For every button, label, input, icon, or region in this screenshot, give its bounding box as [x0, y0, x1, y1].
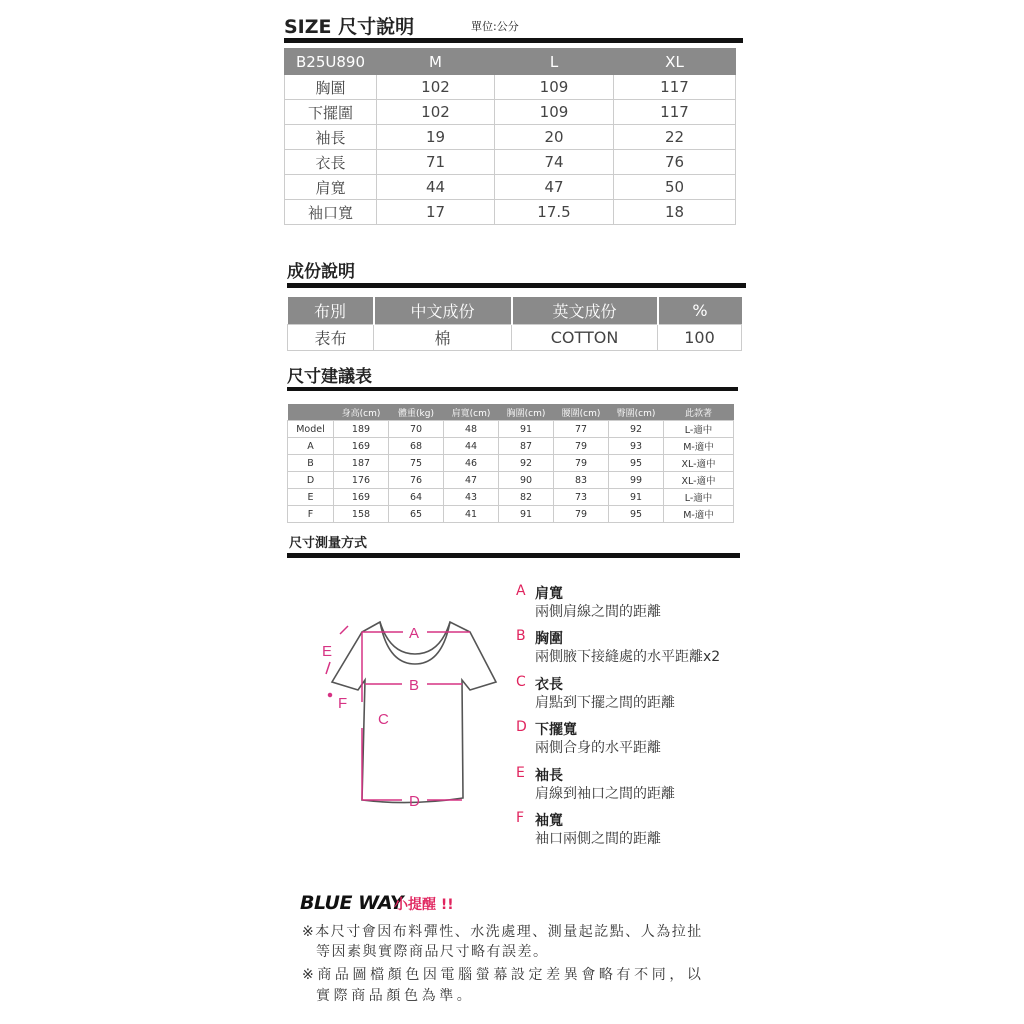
size-table-header-cell: M — [377, 49, 495, 75]
diagram-label-b: B — [409, 677, 420, 694]
notice-line-1a: ※本尺寸會因布料彈性、水洗處理、測量起訖點、人為拉扯 — [302, 924, 703, 940]
size-title: SIZE 尺寸說明 — [284, 16, 415, 38]
suggest-table-cell: 77 — [554, 421, 609, 438]
notice-line-1b: 等因素與實際商品尺寸略有誤差。 — [316, 944, 549, 960]
suggest-table-row — [288, 472, 734, 489]
suggest-table-row — [288, 506, 734, 523]
size-divider — [284, 38, 743, 43]
composition-table-cell: 棉 — [374, 325, 512, 351]
suggest-table-cell: 95 — [609, 455, 664, 472]
legend-letter: E — [516, 764, 525, 781]
suggest-table-cell: 75 — [389, 455, 444, 472]
suggest-table-cell: 68 — [389, 438, 444, 455]
suggest-table-header-cell: 身高(cm) — [334, 404, 389, 421]
suggest-table-cell: 70 — [389, 421, 444, 438]
size-table-row — [285, 75, 736, 100]
size-table-cell: 50 — [614, 175, 736, 200]
suggest-table-header-cell: 肩寬(cm) — [444, 404, 499, 421]
size-table-row — [285, 175, 736, 200]
size-table-cell: 19 — [377, 125, 495, 150]
suggest-table-cell: D — [288, 472, 334, 489]
suggest-table-cell: Model — [288, 421, 334, 438]
legend-name: 衣長 — [535, 676, 563, 693]
size-table — [284, 48, 736, 225]
suggest-table-cell: 90 — [499, 472, 554, 489]
diagram-label-e: E — [322, 643, 333, 660]
suggest-table — [287, 404, 734, 523]
suggest-table-cell: 93 — [609, 438, 664, 455]
size-table-header-cell: XL — [614, 49, 736, 75]
legend-name: 袖長 — [535, 767, 563, 784]
diagram-label-d: D — [409, 793, 420, 810]
suggest-table-cell: 79 — [554, 455, 609, 472]
suggest-table-header-cell: 臀圍(cm) — [609, 404, 664, 421]
suggest-table-cell: 87 — [499, 438, 554, 455]
suggest-table-cell: 99 — [609, 472, 664, 489]
suggest-table-header-cell: 腰圍(cm) — [554, 404, 609, 421]
suggest-table-cell: 65 — [389, 506, 444, 523]
size-table-cell: 102 — [377, 75, 495, 100]
legend-desc: 肩點到下擺之間的距離 — [535, 694, 675, 711]
suggest-table-cell: 92 — [499, 455, 554, 472]
suggest-table-cell: M-適中 — [664, 438, 734, 455]
suggest-table-header-cell: 體重(kg) — [389, 404, 444, 421]
size-table-row — [285, 125, 736, 150]
composition-table-row — [288, 325, 742, 351]
size-table-cell: 17 — [377, 200, 495, 225]
suggest-table-cell: 46 — [444, 455, 499, 472]
measure-divider — [287, 553, 740, 558]
legend-name: 肩寬 — [535, 586, 563, 602]
suggest-table-cell: 91 — [499, 421, 554, 438]
legend-letter: B — [516, 628, 526, 645]
size-table-cell: 17.5 — [495, 200, 614, 225]
legend-letter: F — [516, 810, 525, 826]
suggest-table-cell: 64 — [389, 489, 444, 506]
size-table-cell: 22 — [614, 125, 736, 150]
suggest-table-cell: 47 — [444, 472, 499, 489]
suggest-table-row — [288, 421, 734, 438]
legend-name: 胸圍 — [535, 631, 563, 648]
composition-table-cell: COTTON — [512, 325, 658, 351]
suggest-table-cell: 187 — [334, 455, 389, 472]
size-table-header-cell: B25U890 — [285, 49, 377, 75]
composition-table-header-cell: % — [658, 297, 742, 325]
size-table-cell: 44 — [377, 175, 495, 200]
suggest-table-cell: 73 — [554, 489, 609, 506]
suggest-table-header-cell: 胸圍(cm) — [499, 404, 554, 421]
legend-desc: 肩線到袖口之間的距離 — [535, 785, 675, 802]
suggest-table-cell: 79 — [554, 506, 609, 523]
tshirt-diagram — [310, 610, 510, 810]
suggest-table-row — [288, 455, 734, 472]
diagram-label-f: F — [338, 695, 348, 712]
size-table-row — [285, 100, 736, 125]
size-table-cell: 109 — [495, 75, 614, 100]
suggest-table-row — [288, 438, 734, 455]
suggest-table-cell: F — [288, 506, 334, 523]
legend-name: 下擺寬 — [535, 722, 577, 739]
size-table-cell: 胸圍 — [285, 75, 377, 100]
composition-table-cell: 表布 — [288, 325, 374, 351]
suggest-table-cell: 189 — [334, 421, 389, 438]
suggest-table-cell: 82 — [499, 489, 554, 506]
suggest-table-header — [288, 404, 734, 421]
size-table-cell: 76 — [614, 150, 736, 175]
suggest-table-cell: 44 — [444, 438, 499, 455]
size-table-cell: 47 — [495, 175, 614, 200]
suggest-table-cell: 91 — [609, 489, 664, 506]
size-table-cell: 袖長 — [285, 125, 377, 150]
suggest-table-cell: 158 — [334, 506, 389, 523]
suggest-table-cell: 41 — [444, 506, 499, 523]
composition-table-header-cell: 英文成份 — [512, 297, 658, 325]
unit-label: 單位:公分 — [471, 20, 519, 33]
size-table-header — [285, 49, 736, 75]
suggest-table-row — [288, 489, 734, 506]
legend-name: 袖寬 — [535, 813, 563, 829]
composition-table-header — [288, 297, 742, 325]
suggest-table-cell: 79 — [554, 438, 609, 455]
tshirt-outline — [332, 622, 496, 803]
suggest-table-cell: 91 — [499, 506, 554, 523]
suggest-table-cell: XL-適中 — [664, 472, 734, 489]
measure-title: 尺寸測量方式 — [289, 536, 368, 551]
composition-table-cell: 100 — [658, 325, 742, 351]
suggest-table-cell: 83 — [554, 472, 609, 489]
legend-desc: 兩側肩線之間的距離 — [535, 604, 661, 620]
size-table-cell: 衣長 — [285, 150, 377, 175]
size-table-cell: 71 — [377, 150, 495, 175]
suggest-table-cell: XL-適中 — [664, 455, 734, 472]
brand-logo: BLUE WAY — [300, 892, 404, 914]
suggest-table-cell: L-適中 — [664, 489, 734, 506]
size-table-cell: 102 — [377, 100, 495, 125]
composition-table-header-cell: 布別 — [288, 297, 374, 325]
notice-line-2a: ※商品圖檔顏色因電腦螢幕設定差異會略有不同，以 — [302, 967, 705, 983]
suggest-table-cell: E — [288, 489, 334, 506]
diagram-label-c: C — [378, 711, 389, 728]
size-table-cell: 18 — [614, 200, 736, 225]
size-table-body — [285, 75, 736, 225]
suggest-divider — [287, 387, 738, 391]
size-table-cell: 下擺圍 — [285, 100, 377, 125]
legend-letter: D — [516, 719, 527, 736]
composition-table-header-cell: 中文成份 — [374, 297, 512, 325]
size-table-row — [285, 150, 736, 175]
suggest-table-cell: L-適中 — [664, 421, 734, 438]
size-table-cell: 117 — [614, 75, 736, 100]
composition-divider — [287, 283, 746, 288]
composition-table-body — [288, 325, 742, 351]
suggest-table-cell: 48 — [444, 421, 499, 438]
suggest-table-cell: B — [288, 455, 334, 472]
legend-desc: 兩側腋下接縫處的水平距離x2 — [535, 649, 721, 666]
legend-desc: 兩側合身的水平距離 — [535, 740, 661, 757]
size-table-cell: 袖口寬 — [285, 200, 377, 225]
suggest-table-cell: 169 — [334, 489, 389, 506]
legend-letter: A — [516, 583, 526, 599]
legend-letter: C — [516, 673, 526, 690]
suggest-table-header-cell: 此款著 — [664, 404, 734, 421]
diagram-label-a: A — [409, 625, 420, 642]
suggest-table-cell: 95 — [609, 506, 664, 523]
size-table-cell: 肩寬 — [285, 175, 377, 200]
notice-label: 小提醒 !! — [394, 897, 454, 913]
size-table-cell: 74 — [495, 150, 614, 175]
size-table-cell: 20 — [495, 125, 614, 150]
suggest-table-cell: 176 — [334, 472, 389, 489]
size-table-header-cell: L — [495, 49, 614, 75]
suggest-title: 尺寸建議表 — [287, 367, 372, 387]
suggest-table-cell: 76 — [389, 472, 444, 489]
legend-desc: 袖口兩側之間的距離 — [535, 831, 661, 847]
suggest-table-cell: 43 — [444, 489, 499, 506]
suggest-table-cell: 92 — [609, 421, 664, 438]
size-table-row — [285, 200, 736, 225]
suggest-table-body — [288, 421, 734, 523]
composition-table — [287, 297, 742, 351]
suggest-table-cell: M-適中 — [664, 506, 734, 523]
size-table-cell: 117 — [614, 100, 736, 125]
notice-line-2b: 實際商品顏色為準。 — [316, 988, 475, 1004]
suggest-table-header-cell — [288, 404, 334, 421]
suggest-table-cell: 169 — [334, 438, 389, 455]
composition-title: 成份說明 — [287, 262, 355, 282]
size-table-cell: 109 — [495, 100, 614, 125]
suggest-table-cell: A — [288, 438, 334, 455]
